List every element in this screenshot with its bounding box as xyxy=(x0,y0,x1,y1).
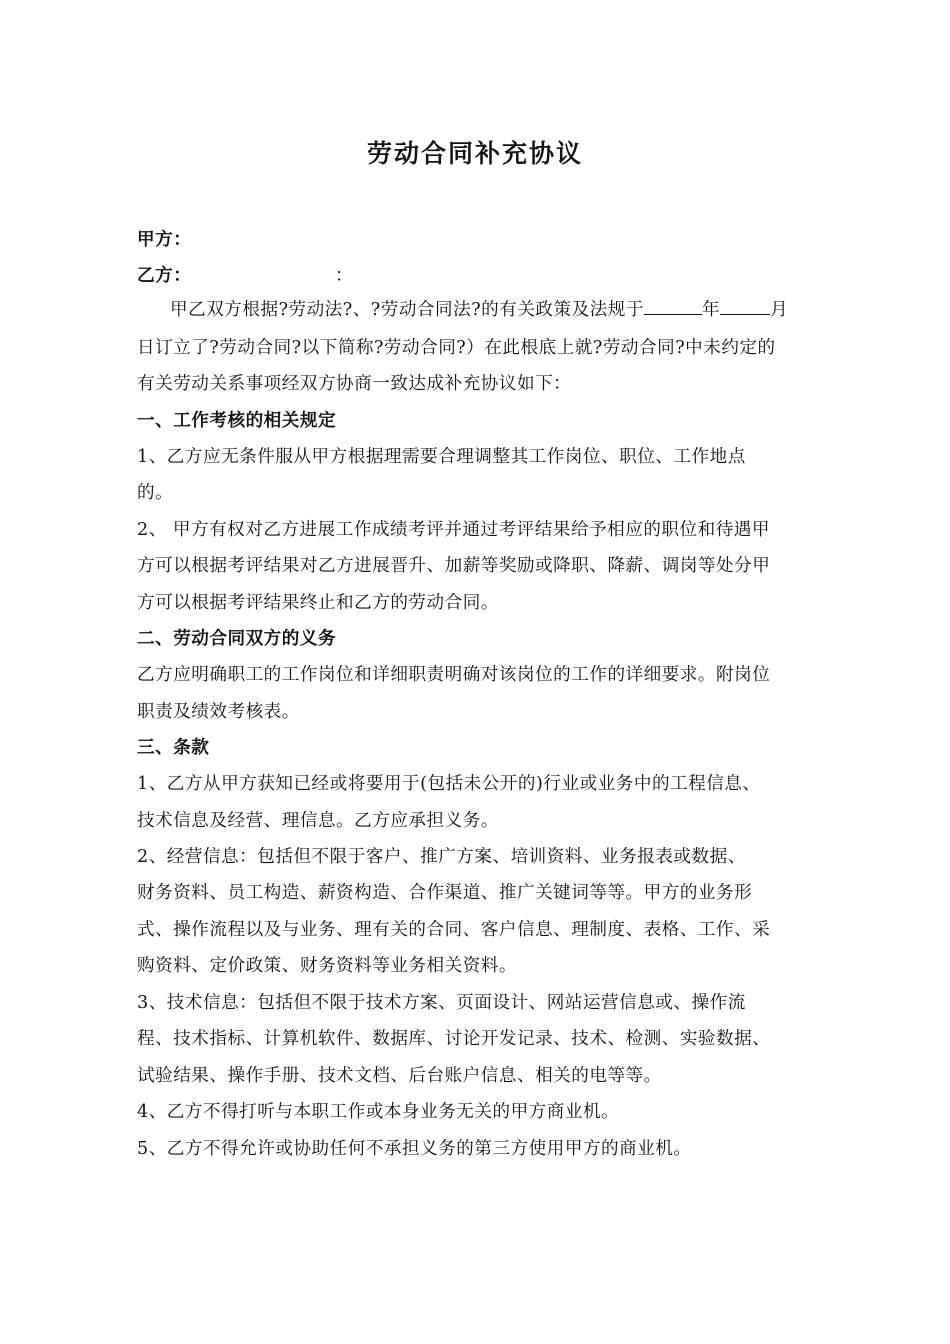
section-1-line: 方可以根据考评结果对乙方进展晋升、加薪等奖励或降职、降薪、调岗等处分甲 xyxy=(137,556,771,576)
section-3-line: 财务资料、员工构造、薪资构造、合作渠道、推广关键词等等。甲方的业务形 xyxy=(137,883,753,903)
section-3-line: 2、经营信息：包括但不限于客户、推广方案、培训资料、业务报表或数据、 xyxy=(137,847,746,867)
party-b-colon: ： xyxy=(335,266,354,286)
section-2-line: 职责及绩效考核表。 xyxy=(137,702,300,722)
document-title: 劳动合同补充协议 xyxy=(366,139,583,168)
intro-text-1b: 年 xyxy=(701,300,721,320)
intro-text-1a: 甲乙双方根据?劳动法?、?劳动合同法?的有关政策及法规于 xyxy=(170,300,644,320)
section-3-line: 技术信息及经营、理信息。乙方应承担义务。 xyxy=(137,811,499,831)
section-1-heading: 一、工作考核的相关规定 xyxy=(137,411,337,431)
intro-line-2: 日订立了?劳动合同?以下简称?劳动合同?）在此根底上就?劳动合同?中未约定的 xyxy=(137,338,776,358)
section-3-line: 式、操作流程以及与业务、理有关的合同、客户信息、理制度、表格、工作、采 xyxy=(137,920,771,940)
intro-line-3: 有关劳动关系事项经双方协商一致达成补充协议如下： xyxy=(137,374,572,394)
intro-line-1 xyxy=(170,298,788,322)
section-3-line: 4、乙方不得打听与本职工作或本身业务无关的甲方商业机。 xyxy=(137,1102,620,1122)
section-3-line: 5、乙方不得允许或协助任何不承担义务的第三方使用甲方的商业机。 xyxy=(137,1139,692,1159)
section-1-line: 2、 甲方有权对乙方进展工作成绩考评并通过考评结果给予相应的职位和待遇甲 xyxy=(137,520,770,540)
section-3-line: 1、乙方从甲方获知已经或将要用于(包括未公开的)行业或业务中的工程信息、 xyxy=(137,774,761,794)
intro-text-1c: 月 xyxy=(770,300,789,320)
section-3-heading: 三、条款 xyxy=(137,738,210,758)
section-3-line: 3、技术信息：包括但不限于技术方案、页面设计、网站运营信息或、操作流 xyxy=(137,993,746,1013)
month-blank xyxy=(720,298,770,315)
party-b-label: 乙方： xyxy=(137,266,192,286)
section-3-line: 试验结果、操作手册、技术文档、后台账户信息、相关的电等等。 xyxy=(137,1066,662,1086)
section-1-line: 的。 xyxy=(137,483,174,503)
section-1-line: 方可以根据考评结果终止和乙方的劳动合同。 xyxy=(137,593,499,613)
section-2-line: 乙方应明确职工的工作岗位和详细职责明确对该岗位的工作的详细要求。附岗位 xyxy=(137,665,771,685)
party-a-label: 甲方： xyxy=(137,230,192,250)
section-1-line: 1、乙方应无条件服从甲方根据理需要合理调整其工作岗位、职位、工作地点 xyxy=(137,447,746,467)
section-3-line: 购资料、定价政策、财务资料等业务相关资料。 xyxy=(137,956,517,976)
section-2-heading: 二、劳动合同双方的义务 xyxy=(137,629,337,649)
section-3-line: 程、技术指标、计算机软件、数据库、讨论开发记录、技术、检测、实验数据、 xyxy=(137,1029,771,1049)
year-blank xyxy=(644,298,702,315)
